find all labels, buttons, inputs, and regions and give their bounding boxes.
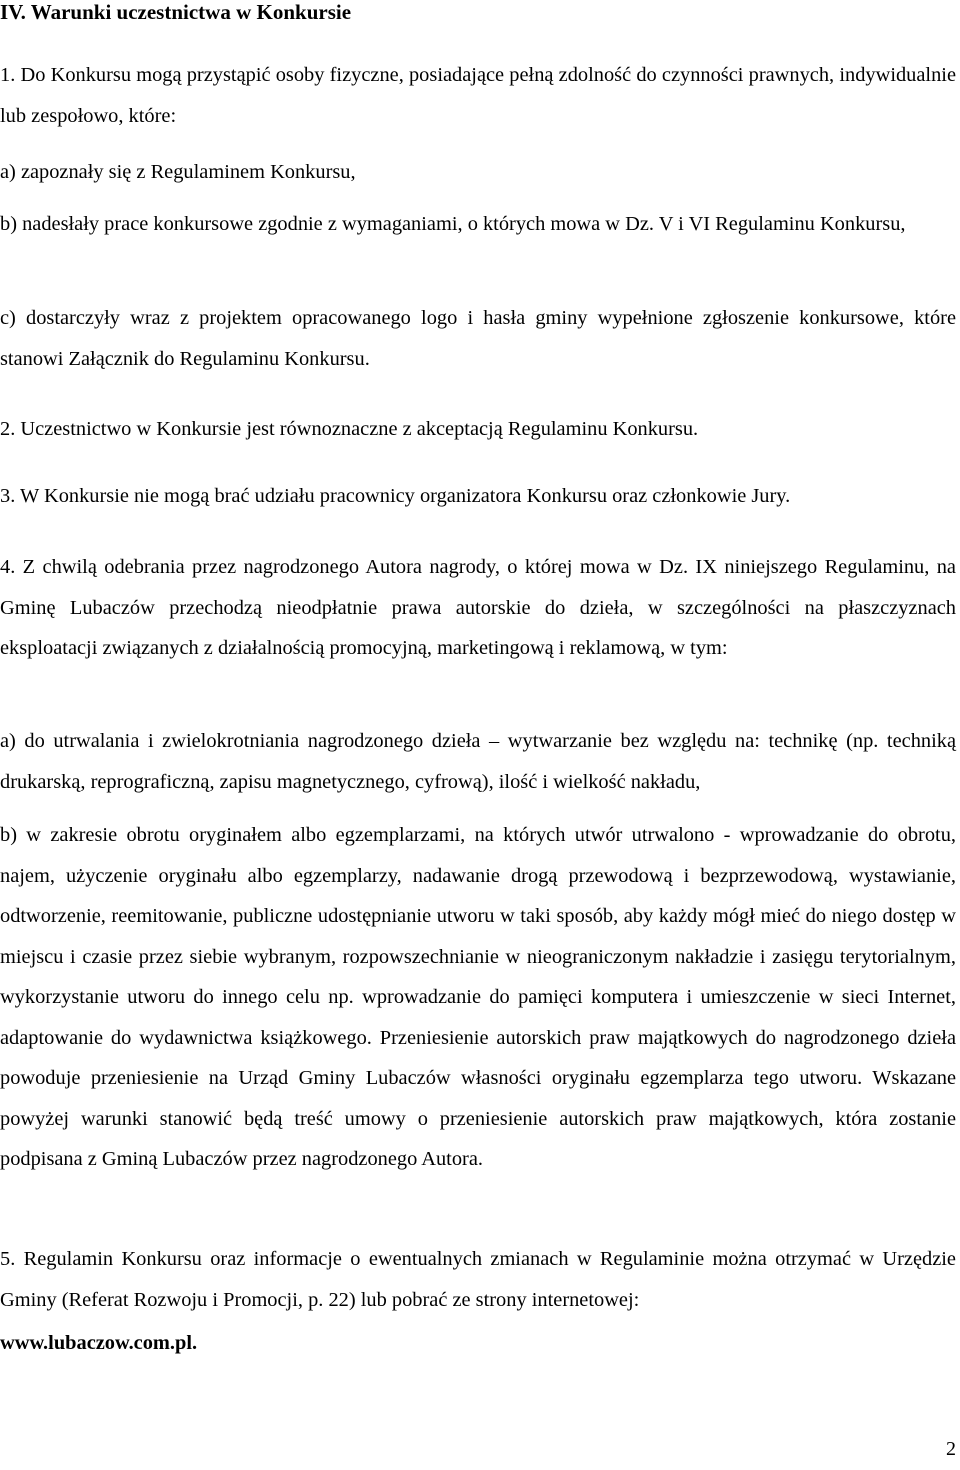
paragraph-1a-regulations: a) zapoznały się z Regulaminem Konkursu, — [0, 161, 356, 183]
paragraph-2-acceptance: 2. Uczestnictwo w Konkursie jest równoznaczne z akceptacją Regulaminu Konkursu. — [0, 418, 699, 440]
paragraph-3-exclusions: 3. W Konkursie nie mogą brać udziału pracownicy organizatora Konkursu oraz członkowie Jury. — [0, 485, 791, 507]
website-link[interactable]: www.lubaczow.com.pl. — [0, 1332, 198, 1354]
paragraph-4a-reproduction: a) do utrwalania i zwielokrotniania nagrodzonego dzieła – wytwarzanie bez względu na: technikę (np. techniką drukarską, reprograficzną, zapisu magnetycznego, cyfrową), ilość i wielkość nakładu, — [0, 730, 956, 793]
paragraph-4-copyright: 4. Z chwilą odebrania przez nagrodzonego Autora nagrody, o której mowa w Dz. IX niniejszego Regulaminu, na Gminę Lubaczów przechodzą nieodpłatnie prawa autorskie do dzieła, w szczególności na płaszczyznach eksploatacji związanych z działalnością promocyjną, marketingową i reklamową, w tym: — [0, 556, 956, 659]
paragraph-1b-submissions: b) nadesłały prace konkursowe zgodnie z wymaganiami, o których mowa w Dz. V i VI Regulaminu Konkursu, — [0, 213, 906, 235]
section-title: IV. Warunki uczestnictwa w Konkursie — [0, 0, 352, 24]
page-number: 2 — [946, 1438, 956, 1460]
paragraph-1c-application: c) dostarczyły wraz z projektem opracowanego logo i hasła gminy wypełnione zgłoszenie konkursowe, które stanowi Załącznik do Regulaminu Konkursu. — [0, 307, 956, 370]
paragraph-5-information: 5. Regulamin Konkursu oraz informacje o ewentualnych zmianach w Regulaminie można otrzymać w Urzędzie Gminy (Referat Rozwoju i Promocji, p. 22) lub pobrać ze strony internetowej: — [0, 1248, 956, 1311]
paragraph-4b-distribution: b) w zakresie obrotu oryginałem albo egzemplarzami, na których utwór utrwalono - wprowadzanie do obrotu, najem, użyczenie oryginału albo egzemplarzy, nadawanie drogą przewodową i bezprzewodową, wystawianie, odtworzenie, reemitowanie, publiczne udostępnianie utworu w taki sposób, aby każdy mógł mieć do niego dostęp w miejscu i czasie przez siebie wybranym, rozpowszechnianie w nieograniczonym nakładzie i zasięgu terytorialnym, wykorzystanie utworu do innego celu np. wprowadzanie do pamięci komputera i umieszczenie w sieci Internet, adaptowanie do wydawnictwa książkowego. Przeniesienie autorskich praw majątkowych do nagrodzonego dzieła powoduje przeniesienie na Urząd Gminy Lubaczów własności oryginału egzemplarza tego utworu. Wskazane powyżej warunki stanowić będą treść umowy o przeniesienie autorskich praw majątkowych, która zostanie podpisana z Gminą Lubaczów przez nagrodzonego Autora. — [0, 824, 956, 1170]
paragraph-1-eligibility: 1. Do Konkursu mogą przystąpić osoby fizyczne, posiadające pełną zdolność do czynności prawnych, indywidualnie lub zespołowo, które: — [0, 64, 956, 127]
